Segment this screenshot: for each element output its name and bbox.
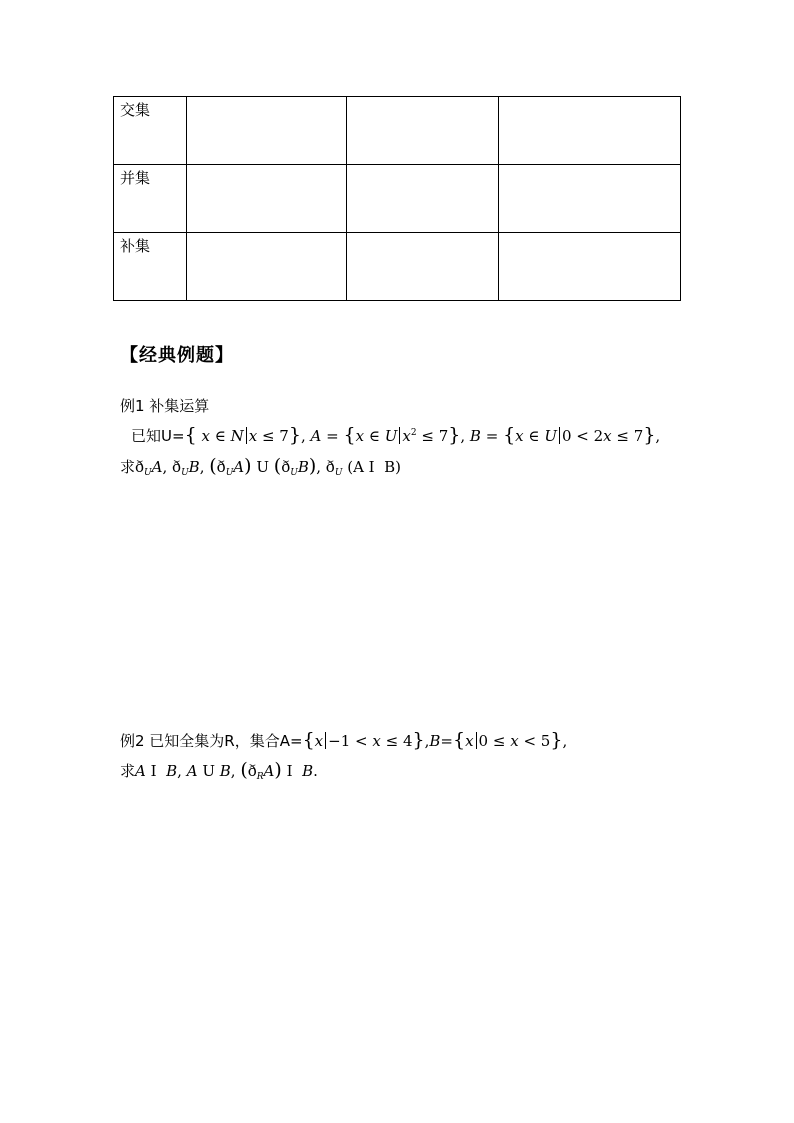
- table-cell: [187, 233, 347, 301]
- table-cell: [187, 165, 347, 233]
- table-row: [114, 233, 681, 301]
- section-heading: 【经典例题】: [120, 345, 234, 366]
- table-row: [114, 165, 681, 233]
- example1-ask: 求$ð_UA$, $ð_UB$, $(ð_UA)$ U $(ð_UB)$, $ð_U$ (A I B): [120, 455, 402, 478]
- table-cell: [347, 97, 499, 165]
- example1-set-u-content: x: [201, 427, 210, 445]
- example1-ask-prefix: 求: [120, 458, 136, 476]
- row-label: 并集: [114, 165, 187, 233]
- example1-given: 已知U={ x ∈ N x ≤ 7}, A = {x ∈ U $x^2 \le 7$}, B = {x ∈ U 0 < 2x ≤ 7},: [131, 424, 661, 446]
- table-cell: [347, 165, 499, 233]
- example1-title: 例1 补集运算: [120, 397, 210, 415]
- example2-title-prefix: 例2 已知全集为R，集合A=: [120, 732, 303, 750]
- row-label: 交集: [114, 97, 187, 165]
- table-cell: [187, 97, 347, 165]
- example2-given: 例2 已知全集为R，集合A={x −1 < x ≤ 4},B={x 0 ≤ x < 5},: [120, 729, 568, 751]
- example2-ask: 求A I B, A U B, $(ð_RA)$ I B.: [120, 759, 318, 782]
- table-cell: [499, 165, 681, 233]
- row-label: 补集: [114, 233, 187, 301]
- example2-ask-prefix: 求: [120, 762, 136, 780]
- table-cell: [347, 233, 499, 301]
- table-cell: [499, 97, 681, 165]
- table-row: [114, 97, 681, 165]
- example1-given-prefix: 已知U=: [131, 427, 185, 445]
- table-cell: [499, 233, 681, 301]
- set-operations-table: [113, 96, 681, 301]
- brace-open: {: [184, 424, 197, 446]
